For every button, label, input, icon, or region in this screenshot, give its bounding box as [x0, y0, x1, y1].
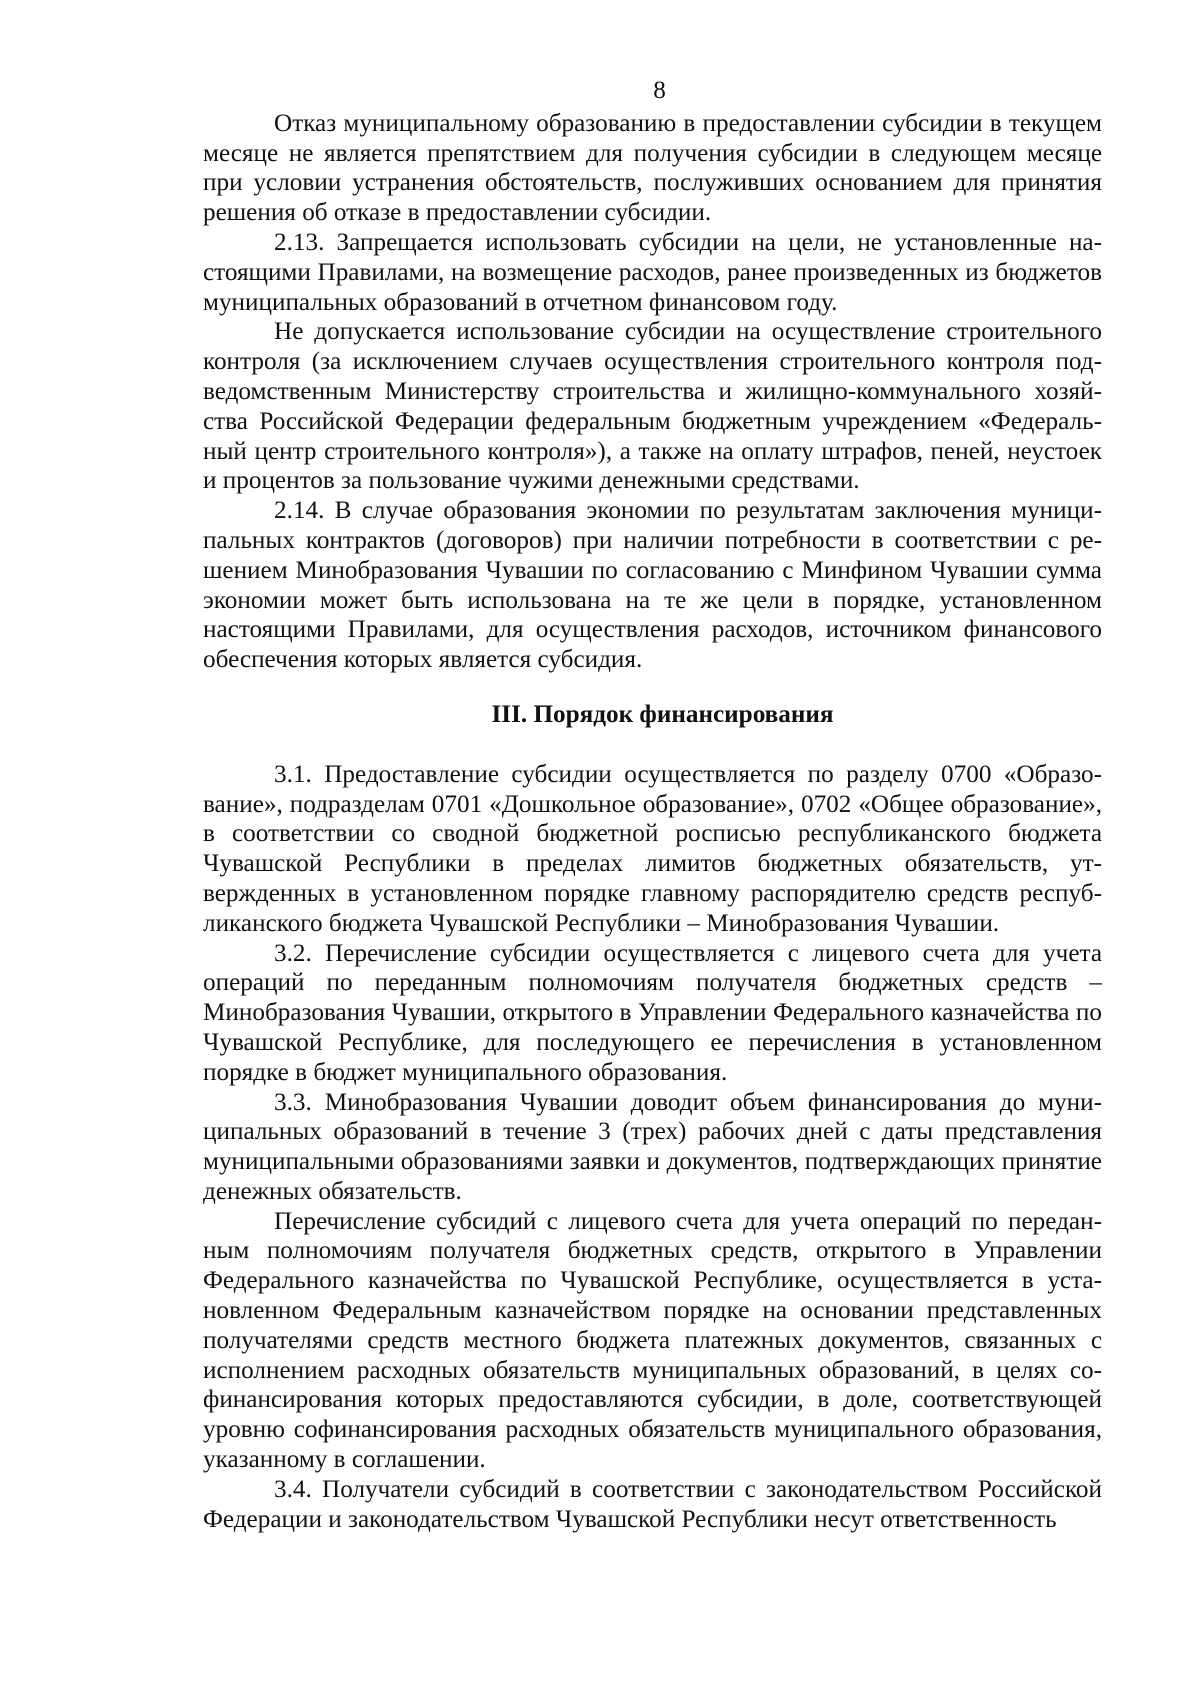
paragraph-3-4: 3.4. Получатели субсидий в соответствии с законодательством Российской Федерации и законодательством Чувашской Республики несут ответственность [203, 1475, 1102, 1533]
paragraph-3-3: 3.3. Минобразования Чувашии доводит объем финансирования до муниципальных образований в течение 3 (трех) рабочих дней с даты представления муниципальными образованиями заявки и документов, подтверждающих принятие денежных обязательств. [203, 1088, 1102, 1205]
paragraph-3-1: 3.1. Предоставление субсидии осуществляется по разделу 0700 «Образование», подразделам 0701 «Дошкольное образование», 0702 «Общее образование», в соответствии со сводной бюджетной росписью республиканского бюджета Чувашской Республики в пределах лимитов бюджетных обязательств, утвержденных в установленном порядке главному распорядителю средств республиканского бюджета Чувашской Республики – Минобразования Чувашии. [203, 760, 1102, 937]
paragraph-construction-control: Не допускается использование субсидии на осуществление строительного контроля (за исключением случаев осуществления строительного контроля подведомственным Министерству строительства и жилищно-коммунального хозяйства Российской Федерации федеральным бюджетным учреждением «Федеральный центр строительного контроля»), а также на оплату штрафов, пеней, неустоек и процентов за пользование чужими денежными средствами. [203, 318, 1102, 495]
paragraph-refusal-not-obstacle: Отказ муниципальному образованию в предоставлении субсидии в текущем месяце не является препятствием для получения субсидии в следующем месяце при условии устранения обстоятельств, послуживших основанием для принятия решения об отказе в предоставлении субсидии. [203, 109, 1102, 227]
paragraph-2-14: 2.14. В случае образования экономии по результатам заключения муниципальных контрактов (договоров) при наличии потребности в соответствии с решением Минобразования Чувашии по согласованию с Минфином Чувашии сумма экономии может быть использована на те же цели в порядке, установленном настоящими Правилами, для осуществления расходов, источником финансового обеспечения которых является субсидия. [203, 497, 1102, 674]
page-number: 8 [653, 77, 666, 104]
paragraph-2-13: 2.13. Запрещается использовать субсидии на цели, не установленные настоящими Правилами, на возмещение расходов, ранее произведенных из бюджетов муниципальных образований в отчетном финансовом году. [203, 228, 1102, 316]
section-title: III. Порядок финансирования [491, 700, 834, 728]
paragraph-3-2: 3.2. Перечисление субсидии осуществляется с лицевого счета для учета операций по переданным полномочиям получателя бюджетных средств – Минобразования Чувашии, открытого в Управлении Федерального казначейства по Чувашской Республике, для последующего ее перечисления в установленном порядке в бюджет муниципального образования. [203, 939, 1102, 1086]
paragraph-subsidy-transfer: Перечисление субсидий с лицевого счета для учета операций по переданным полномочиям получателя бюджетных средств, открытого в Управлении Федерального казначейства по Чувашской Республике, осуществляется в установленном Федеральным казначейством порядке на основании представленных получателями средств местного бюджета платежных документов, связанных с исполнением расходных обязательств муниципальных образований, в целях софинансирования которых предоставляются субсидии, в доле, соответствующей уровню софинансирования расходных обязательств муниципального образования, указанному в соглашении. [203, 1207, 1102, 1474]
